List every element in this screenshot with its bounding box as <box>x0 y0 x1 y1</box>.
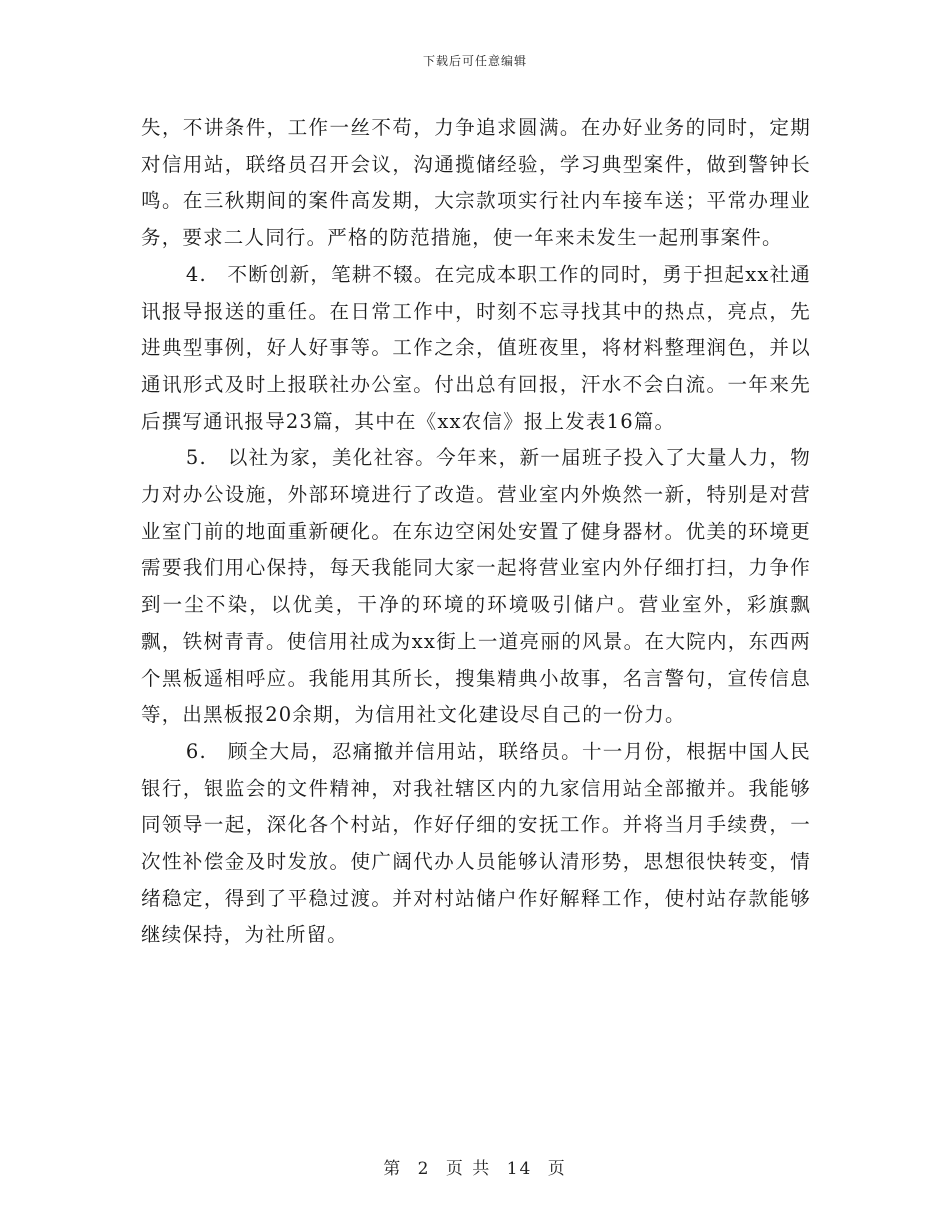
footer-suffix: 页 <box>547 1159 567 1179</box>
page-header: 下载后可任意编辑 <box>422 54 527 68</box>
footer-prefix: 第 <box>383 1159 403 1179</box>
paragraph-item-5: 5. 以社为家，美化社容。今年来，新一届班子投入了大量人力，物力对办公设施，外部环境进行了改造。营业室内外焕然一新，特别是对营业室门前的地面重新硬化。在东边空闲处安置了健身器材。优美的环境更需要我们用心保持，每天我能同大家一起将营业室内外仔细打扫，力争作到一尘不染，以优美，干净的环境的环境吸引储户。营业室外，彩旗飘飘，铁树青青。使信用社成为xx街上一道亮丽的风景。在大院内，东西两个黑板遥相呼应。我能用其所长，搜集精典小故事，名言警句，宣传信息等，出黑板报20余期，为信用社文化建设尽自己的一份力。 <box>141 446 811 727</box>
footer-middle: 页 共 <box>445 1159 492 1179</box>
paragraph-continuation: 失，不讲条件，工作一丝不苟，力争追求圆满。在办好业务的同时，定期对信用站，联络员召开会议，沟通揽储经验，学习典型案件，做到警钟长鸣。在三秋期间的案件高发期，大宗款项实行社内车接车送；平常办理业务，要求二人同行。严格的防范措施，使一年来未发生一起刑事案件。 <box>141 116 811 250</box>
current-page-number: 2 <box>417 1159 431 1179</box>
total-page-count: 14 <box>506 1159 533 1179</box>
document-body <box>141 110 811 954</box>
paragraph-item-4: 4. 不断创新，笔耕不辍。在完成本职工作的同时，勇于担起xx社通讯报导报送的重任。在日常工作中，时刻不忘寻找其中的热点，亮点，先进典型事例，好人好事等。工作之余，值班夜里，将材料整理润色，并以通讯形式及时上报联社办公室。付出总有回报，汗水不会白流。一年来先后撰写通讯报导23篇，其中在《xx农信》报上发表16篇。 <box>141 262 811 433</box>
page-number-footer <box>0 1154 950 1179</box>
paragraph-item-6: 6. 顾全大局，忍痛撤并信用站，联络员。十一月份，根据中国人民银行，银监会的文件精神，对我社辖区内的九家信用站全部撤并。我能够同领导一起，深化各个村站，作好仔细的安抚工作。并将当月手续费，一次性补偿金及时发放。使广阔代办人员能够认清形势，思想很快转变，情绪稳定，得到了平稳过渡。并对村站储户作好解释工作，使村站存款能够继续保持，为社所留。 <box>141 739 811 947</box>
